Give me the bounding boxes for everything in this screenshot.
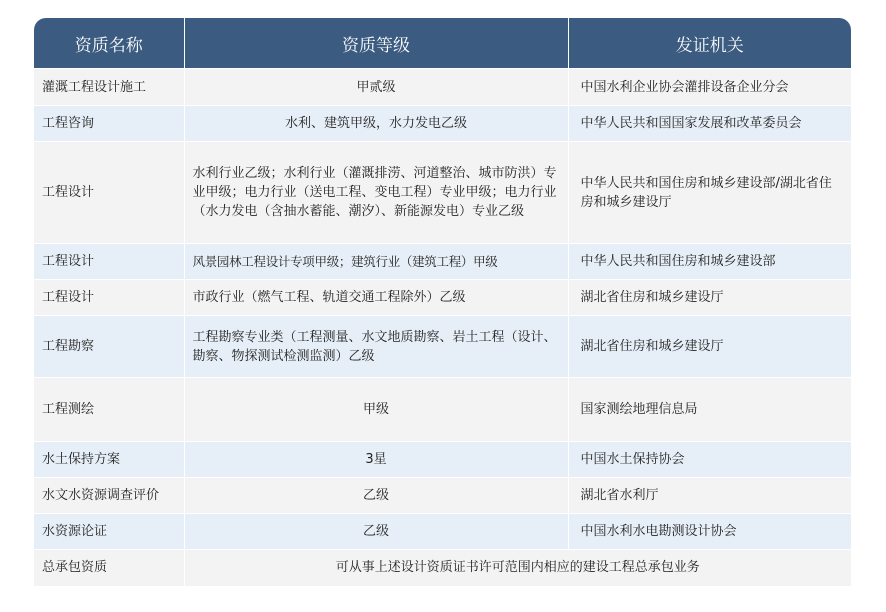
table-row (34, 514, 851, 550)
cell-authority: 湖北省水利厅 (568, 478, 851, 514)
header-level: 资质等级 (184, 18, 568, 69)
cell-level: 水利行业乙级；水利行业（灌溉排涝、河道整治、城市防洪）专业甲级；电力行业（送电工程、变电工程）专业甲级；电力行业（水力发电（含抽水蓄能、潮汐）、新能源发电）专业乙级 (184, 142, 568, 244)
cell-name: 工程勘察 (34, 316, 184, 378)
header-authority: 发证机关 (568, 18, 851, 69)
cell-authority: 国家测绘地理信息局 (568, 378, 851, 442)
qualification-table-container (34, 18, 851, 586)
header-name: 资质名称 (34, 18, 184, 69)
cell-name: 水资源论证 (34, 514, 184, 550)
table-row (34, 442, 851, 478)
cell-name: 总承包资质 (34, 550, 184, 586)
table-row (34, 106, 851, 142)
table-row (34, 142, 851, 244)
table-row (34, 280, 851, 316)
cell-name: 水土保持方案 (34, 442, 184, 478)
cell-name: 工程设计 (34, 142, 184, 244)
table-row (34, 244, 851, 280)
cell-name: 工程咨询 (34, 106, 184, 142)
cell-level: 甲贰级 (184, 69, 568, 106)
cell-authority: 中国水土保持协会 (568, 442, 851, 478)
cell-authority: 中国水利企业协会灌排设备企业分会 (568, 69, 851, 106)
cell-authority: 湖北省住房和城乡建设厅 (568, 316, 851, 378)
cell-name: 工程设计 (34, 244, 184, 280)
cell-level: 乙级 (184, 478, 568, 514)
cell-level: 乙级 (184, 514, 568, 550)
cell-authority: 湖北省住房和城乡建设厅 (568, 280, 851, 316)
cell-authority: 中华人民共和国住房和城乡建设部/湖北省住房和城乡建设厅 (568, 142, 851, 244)
cell-authority: 中国水利水电勘测设计协会 (568, 514, 851, 550)
cell-level: 水利、建筑甲级，水力发电乙级 (184, 106, 568, 142)
cell-level: 市政行业（燃气工程、轨道交通工程除外）乙级 (184, 280, 568, 316)
cell-authority: 中华人民共和国住房和城乡建设部 (568, 244, 851, 280)
table-row (34, 316, 851, 378)
cell-level: 风景园林工程设计专项甲级；建筑行业（建筑工程）甲级 (184, 244, 568, 280)
cell-name: 工程设计 (34, 280, 184, 316)
cell-level: 3星 (184, 442, 568, 478)
cell-authority: 中华人民共和国国家发展和改革委员会 (568, 106, 851, 142)
cell-name: 灌溉工程设计施工 (34, 69, 184, 106)
table-row (34, 69, 851, 106)
table-header-row (34, 18, 851, 69)
cell-name: 水文水资源调查评价 (34, 478, 184, 514)
qualification-table (34, 18, 851, 586)
cell-level: 甲级 (184, 378, 568, 442)
cell-level: 工程勘察专业类（工程测量、水文地质勘察、岩土工程（设计、勘察、物探测试检测监测）乙级 (184, 316, 568, 378)
cell-footer-text: 可从事上述设计资质证书许可范围内相应的建设工程总承包业务 (184, 550, 851, 586)
cell-name: 工程测绘 (34, 378, 184, 442)
table-row (34, 478, 851, 514)
table-row (34, 378, 851, 442)
table-row-footer (34, 550, 851, 586)
